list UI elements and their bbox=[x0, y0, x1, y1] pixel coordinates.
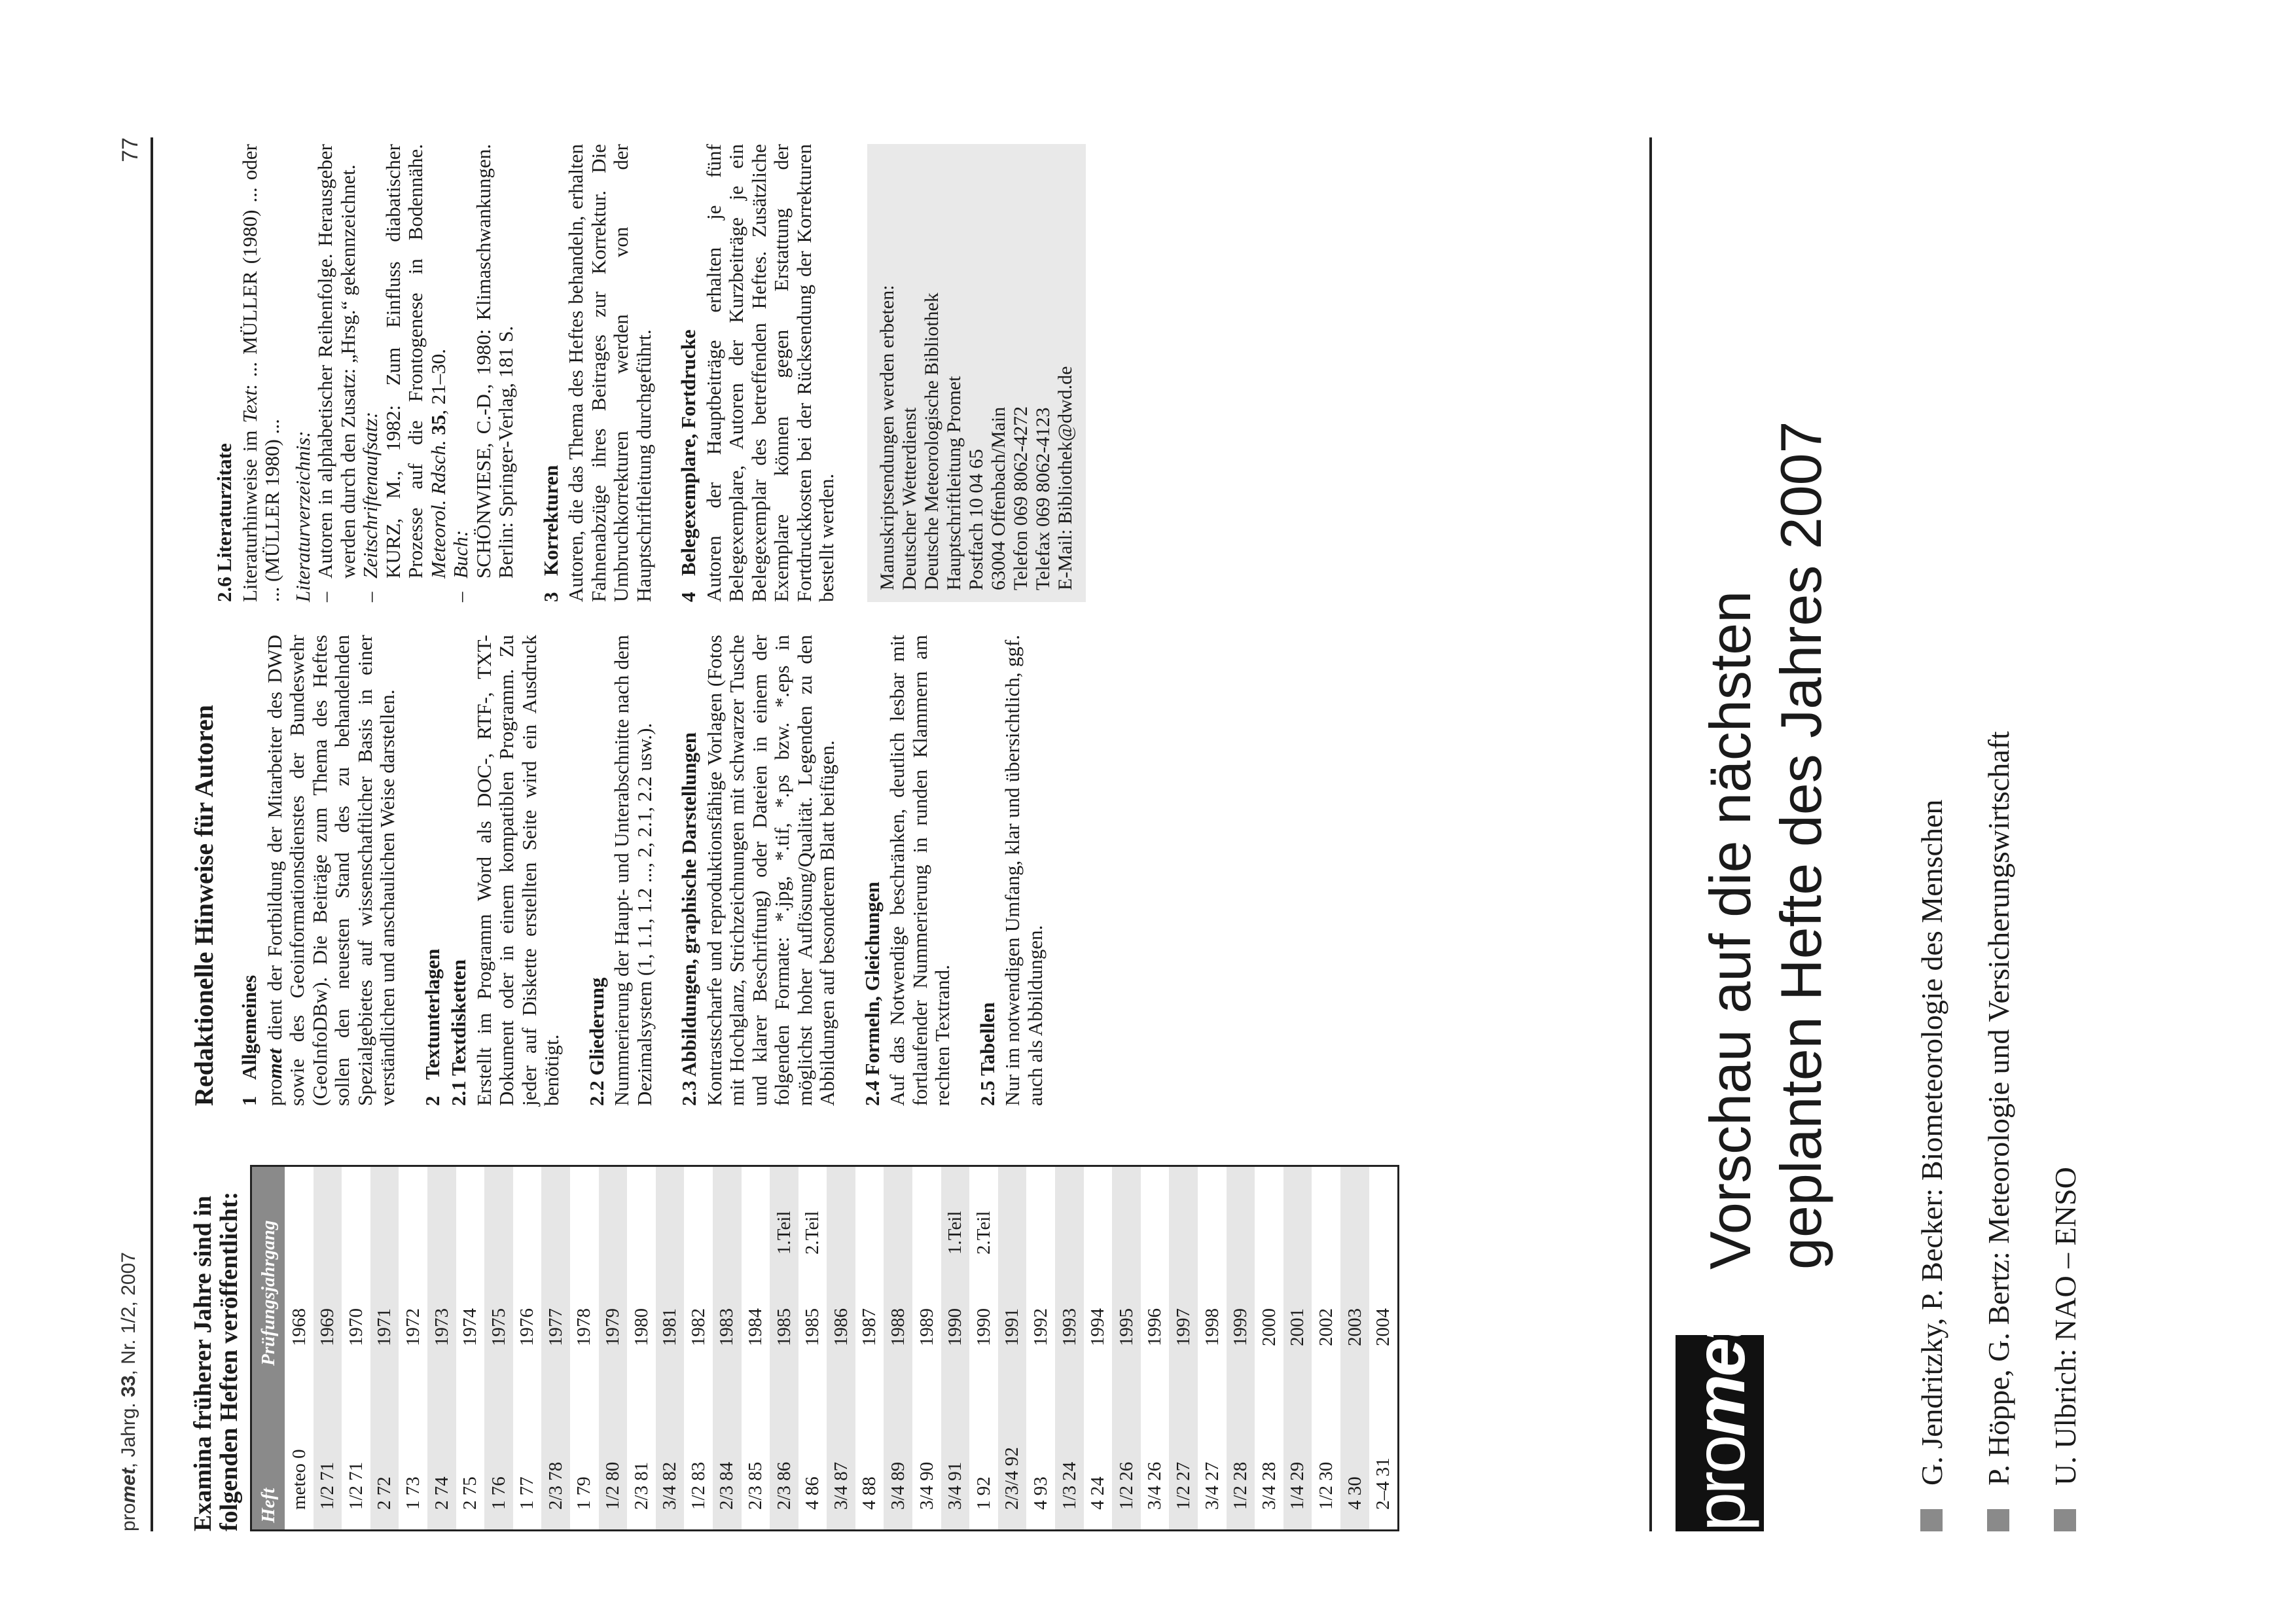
cell-note bbox=[1084, 1166, 1113, 1262]
cell-heft: 1/2 71 bbox=[314, 1372, 342, 1531]
contact-email: E-Mail: Bibliothek@dwd.de bbox=[1054, 366, 1076, 590]
archive-title-line: folgenden Heften veröffentlicht: bbox=[215, 1191, 243, 1531]
cell-note: 1.Teil bbox=[941, 1166, 970, 1262]
cell-year: 1990 bbox=[941, 1261, 970, 1372]
cell-note bbox=[427, 1166, 456, 1262]
table-row bbox=[884, 1166, 912, 1531]
section-title: Belegexemplare, Fortdrucke bbox=[677, 329, 700, 576]
article-column-continued bbox=[190, 144, 1086, 602]
table-row bbox=[627, 1166, 656, 1531]
cell-heft: 1/3 24 bbox=[1055, 1372, 1084, 1531]
journal-name-pro: pro bbox=[118, 1503, 139, 1531]
list-item bbox=[359, 144, 450, 602]
table-row bbox=[1084, 1166, 1113, 1531]
preview-item bbox=[1965, 92, 2032, 1531]
cell-heft: 1 77 bbox=[516, 1476, 538, 1510]
cell-heft: 1/2 27 bbox=[1169, 1372, 1198, 1531]
preview-item bbox=[2032, 92, 2098, 1531]
cell-note: 2.Teil bbox=[973, 1211, 994, 1255]
cell-heft: 4 93 bbox=[1030, 1476, 1051, 1510]
cell-heft: 1 79 bbox=[573, 1476, 595, 1510]
section-number: 2.5 bbox=[975, 1080, 999, 1106]
section-title: Textdisketten bbox=[447, 959, 470, 1077]
cell-note bbox=[456, 1166, 485, 1262]
cell-note bbox=[627, 1166, 656, 1262]
table-row bbox=[1312, 1166, 1340, 1531]
table-row bbox=[1026, 1166, 1055, 1531]
table-row bbox=[684, 1166, 713, 1531]
archive-column bbox=[190, 1165, 1399, 1531]
cell-note bbox=[1340, 1166, 1369, 1262]
preview-title bbox=[1695, 92, 1837, 1270]
issue-text: , Nr. 1/2, 2007 bbox=[118, 1252, 139, 1376]
paragraph bbox=[292, 144, 315, 602]
cell-note: 1.Teil bbox=[770, 1166, 798, 1262]
section-number: 1 bbox=[238, 1096, 260, 1106]
citation-text: KURZ, M., 1982: Zum Einfluss diabatischer Prozesse auf die Frontogenese in Bodennähe. bbox=[381, 144, 427, 579]
paragraph: Nummerierung der Haupt- und Unterabschnitte nach dem Dezimalsystem (1, 1.1, 1.2 ..., 2, 2.1, 2.2 usw.). bbox=[610, 635, 656, 1106]
journal-name-met: met bbox=[118, 1468, 139, 1503]
top-rule bbox=[151, 137, 153, 1531]
subsection-heading bbox=[448, 635, 471, 1106]
section-title: Allgemeines bbox=[238, 974, 260, 1080]
logo-text-italic: met bbox=[1680, 1319, 1759, 1437]
cell-year: 1983 bbox=[713, 1261, 742, 1372]
cell-note bbox=[912, 1166, 941, 1262]
cell-year: 1970 bbox=[345, 1308, 367, 1346]
cell-year: 2003 bbox=[1340, 1261, 1369, 1372]
table-row bbox=[998, 1166, 1027, 1531]
logo-text: pro bbox=[1680, 1436, 1759, 1531]
cell-year: 1991 bbox=[998, 1261, 1027, 1372]
section-number: 2 bbox=[420, 1096, 444, 1106]
section-heading bbox=[677, 144, 700, 602]
cell-year: 1979 bbox=[599, 1261, 628, 1372]
table-row bbox=[1227, 1166, 1255, 1531]
cell-year: 2002 bbox=[1315, 1308, 1336, 1346]
cell-note bbox=[513, 1166, 542, 1262]
cell-heft: 2 72 bbox=[370, 1372, 399, 1531]
table-row bbox=[713, 1166, 742, 1531]
volume-number: 33 bbox=[118, 1375, 139, 1397]
paragraph: Auf das Notwendige beschränken, deutlich lesbar mit fortlaufender Nummerierung in runden Klammern am rechten Textrand. bbox=[886, 635, 954, 1106]
brand-text-italic: met bbox=[262, 1048, 286, 1079]
cell-note bbox=[656, 1166, 685, 1262]
paragraph bbox=[264, 635, 399, 1106]
cell-heft: 1/2 71 bbox=[345, 1461, 367, 1510]
cell-heft: 2/3 86 bbox=[770, 1372, 798, 1531]
archive-title-line: Examina früherer Jahre sind in bbox=[189, 1195, 217, 1531]
cell-heft: 1 76 bbox=[484, 1372, 513, 1531]
cell-note bbox=[713, 1166, 742, 1262]
contact-line: Manuskriptsendungen werden erbeten: bbox=[876, 285, 898, 590]
section-number: 3 bbox=[539, 592, 562, 602]
cell-year: 1986 bbox=[827, 1261, 855, 1372]
bullet-square-icon bbox=[1987, 1509, 2009, 1531]
cell-heft: 3/4 87 bbox=[827, 1372, 855, 1531]
table-row bbox=[1141, 1166, 1170, 1531]
cell-heft: 3/4 91 bbox=[941, 1372, 970, 1531]
contact-line: Deutsche Meteorologische Bibliothek bbox=[920, 293, 942, 590]
contact-line: 63004 Offenbach/Main bbox=[987, 406, 1009, 590]
cell-year: 1971 bbox=[370, 1261, 399, 1372]
table-row bbox=[742, 1166, 770, 1531]
paragraph: Autoren der Hauptbeiträge erhalten je fünf Belegexemplare, Autoren der Kurzbeiträge je ein Belegexemplar des betreffenden Heftes. Zusätzliche Exemplare können gegen Erstattung der Fortdruckkosten bei der Rücksendung der Korrekturen bestellt werden. bbox=[702, 144, 838, 602]
section-title: Gliederung bbox=[584, 977, 608, 1076]
citation-text: SCHÖNWIESE, C.-D., 1980: Klimaschwankungen. Berlin: Springer-Verlag, 181 S. bbox=[471, 144, 517, 579]
cell-note bbox=[1255, 1166, 1283, 1262]
preview-title-line: Vorschau auf die nächsten bbox=[1698, 590, 1763, 1270]
cell-year: 1998 bbox=[1201, 1308, 1223, 1346]
cell-year: 1968 bbox=[288, 1308, 310, 1346]
cell-note bbox=[1055, 1166, 1084, 1262]
cell-year: 1997 bbox=[1169, 1261, 1198, 1372]
cell-year: 1980 bbox=[630, 1308, 652, 1346]
table-row bbox=[1112, 1166, 1141, 1531]
cell-heft: 1/2 83 bbox=[687, 1461, 709, 1510]
table-row bbox=[827, 1166, 855, 1531]
cell-heft: 2/3 85 bbox=[745, 1461, 766, 1510]
subsection-heading bbox=[977, 635, 999, 1106]
table-row bbox=[1283, 1166, 1312, 1531]
preview-item-text: U. Ulbrich: NAO – ENSO bbox=[2048, 1167, 2082, 1486]
cell-heft: 4 24 bbox=[1087, 1476, 1109, 1510]
italic-label: Buch: bbox=[449, 529, 472, 579]
list-item-text bbox=[450, 144, 518, 579]
cell-heft: 2/3 78 bbox=[541, 1372, 570, 1531]
cell-year: 1974 bbox=[459, 1308, 481, 1346]
list-item bbox=[314, 144, 359, 602]
subsection-heading bbox=[213, 144, 236, 602]
preview-item-text: G. Jendritzky, P. Becker: Biometeorologie des Menschen bbox=[1914, 799, 1948, 1486]
cell-heft: 3/4 27 bbox=[1201, 1461, 1223, 1510]
italic-label: Literaturverzeichnis: bbox=[291, 431, 314, 602]
section-title: Abbildungen, graphische Darstellungen bbox=[677, 732, 700, 1077]
cell-heft: 3/4 89 bbox=[884, 1372, 912, 1531]
cell-heft: 1 92 bbox=[973, 1476, 994, 1510]
cell-heft: 1/2 30 bbox=[1315, 1461, 1336, 1510]
cell-year: 1977 bbox=[541, 1261, 570, 1372]
cell-heft: 3/4 26 bbox=[1144, 1461, 1166, 1510]
citation-text: , Jahrg. bbox=[118, 1397, 139, 1469]
journal-title: Meteorol. Rdsch. bbox=[426, 440, 450, 579]
cell-heft: 4 86 bbox=[802, 1476, 823, 1510]
cell-year: 1987 bbox=[859, 1308, 880, 1346]
section-number: 2.1 bbox=[447, 1080, 470, 1106]
paragraph-text: : ... MÜLLER (1980) ... oder ... (MÜLLER 1980) ... bbox=[238, 144, 283, 602]
cell-heft: 1/2 26 bbox=[1112, 1372, 1141, 1531]
running-header bbox=[118, 1252, 140, 1531]
italic-text: Text bbox=[238, 389, 261, 423]
section-number: 4 bbox=[677, 592, 700, 602]
table-row bbox=[941, 1166, 970, 1531]
paragraph: Autoren, die das Thema des Heftes behandeln, erhalten Fahnenabzüge ihres Beitrages zur Korrektur. Die Umbruchkorrekturen werden von der Hauptschriftleitung durchgeführt. bbox=[564, 144, 655, 602]
section-heading bbox=[238, 635, 261, 1106]
section-title: Tabellen bbox=[975, 1002, 999, 1077]
preview-list bbox=[1898, 92, 2098, 1531]
cell-year: 1984 bbox=[745, 1308, 766, 1346]
cell-note bbox=[599, 1166, 628, 1262]
table-row bbox=[1340, 1166, 1369, 1531]
list-dash: – bbox=[359, 592, 382, 602]
cell-heft: 3/4 82 bbox=[656, 1372, 685, 1531]
cell-year: 2000 bbox=[1258, 1308, 1280, 1346]
cell-year: 1994 bbox=[1087, 1308, 1109, 1346]
preview-item bbox=[1898, 92, 1965, 1531]
cell-note bbox=[1141, 1166, 1170, 1262]
table-row bbox=[912, 1166, 941, 1531]
table-row bbox=[1255, 1166, 1283, 1531]
article-column bbox=[190, 635, 1047, 1106]
cell-year: 1996 bbox=[1144, 1308, 1166, 1346]
contact-line: Telefax 069 8062-4123 bbox=[1031, 407, 1054, 590]
paragraph-text: Literaturhinweise im bbox=[238, 423, 261, 602]
cell-heft: 1 73 bbox=[402, 1476, 423, 1510]
cell-year: 1976 bbox=[516, 1308, 538, 1346]
cell-year: 1972 bbox=[402, 1308, 423, 1346]
cell-note bbox=[570, 1166, 599, 1262]
cell-heft: 1/4 29 bbox=[1283, 1372, 1312, 1531]
subsection-heading bbox=[678, 635, 701, 1106]
cell-note bbox=[684, 1166, 713, 1262]
cell-year: 1975 bbox=[484, 1261, 513, 1372]
subsection-heading bbox=[861, 635, 884, 1106]
paragraph-text: dient der Fortbildung der Mitarbeiter des DWD sowie des Geoinformationsdienstes der Bundeswehr (GeoInfoDBw). Die Beiträge zum Thema des Heftes sollen den neuesten Stand des zu behandelnden Spezialgebietes auf wissenschaftlicher Basis in einer verständlichen und anschaulichen Weise darstellen. bbox=[262, 635, 399, 1106]
list-dash: – bbox=[449, 592, 472, 602]
cell-heft: 2 74 bbox=[427, 1372, 456, 1531]
col-year: Prüfungsjahrgang bbox=[251, 1166, 285, 1373]
cell-heft: 2/3 81 bbox=[630, 1461, 652, 1510]
cell-note bbox=[1312, 1166, 1340, 1262]
table-row bbox=[1169, 1166, 1198, 1531]
section-heading bbox=[540, 144, 563, 602]
cell-year: 1981 bbox=[656, 1261, 685, 1372]
volume-number: 35 bbox=[426, 414, 450, 440]
contact-line: Postfach 10 04 65 bbox=[965, 449, 987, 590]
cell-note: 2.Teil bbox=[802, 1211, 823, 1255]
archive-table bbox=[250, 1165, 1399, 1531]
preview-item-text: P. Höppe, G. Bertz: Meteorologie und Versicherungswirtschaft bbox=[1981, 731, 2015, 1486]
table-row bbox=[599, 1166, 628, 1531]
cell-heft: meteo 0 bbox=[288, 1449, 310, 1510]
cell-note bbox=[370, 1166, 399, 1262]
section-number: 2.2 bbox=[584, 1080, 608, 1106]
paragraph: Kontrastscharfe und reproduktionsfähige Vorlagen (Fotos mit Hochglanz, Strichzeichnungen mit schwarzer Tusche und klarer Beschriftung) oder Dateien in einem der folgenden Formate: *.jpg, *.tif, *.ps bzw. *.eps in möglichst hoher Auflösung/Qualität. Legenden zu den Abbildungen auf besonderem Blatt beifügen. bbox=[702, 635, 838, 1106]
cell-heft: 1/2 80 bbox=[599, 1372, 628, 1531]
table-row bbox=[427, 1166, 456, 1531]
cell-heft: 4 30 bbox=[1340, 1372, 1369, 1531]
cell-note bbox=[1283, 1166, 1312, 1262]
cell-year: 1988 bbox=[884, 1261, 912, 1372]
cell-note bbox=[484, 1166, 513, 1262]
list-item-text: Autoren in alphabetischer Reihenfolge. Herausgeber werden durch den Zusatz: „Hrsg.“ gekennzeichnet. bbox=[314, 144, 359, 579]
table-row bbox=[399, 1166, 427, 1531]
table-row bbox=[1369, 1166, 1399, 1531]
col-heft: Heft bbox=[251, 1372, 285, 1531]
bullet-square-icon bbox=[2054, 1509, 2076, 1531]
paragraph bbox=[239, 144, 284, 602]
table-row bbox=[656, 1166, 685, 1531]
bullet-square-icon bbox=[1920, 1509, 1943, 1531]
contact-line: Hauptschriftleitung Promet bbox=[942, 376, 965, 590]
section-number: 2.3 bbox=[677, 1080, 700, 1106]
table-row bbox=[285, 1166, 314, 1531]
italic-label: Zeitschriftenaufsatz: bbox=[359, 412, 382, 579]
page-number: 77 bbox=[118, 137, 143, 162]
table-row bbox=[570, 1166, 599, 1531]
cell-note bbox=[285, 1166, 314, 1262]
cell-heft: 1/2 28 bbox=[1227, 1372, 1255, 1531]
cell-note bbox=[342, 1166, 370, 1262]
cell-note bbox=[1112, 1166, 1141, 1262]
table-row bbox=[1055, 1166, 1084, 1531]
cell-year: 1978 bbox=[573, 1308, 595, 1346]
section-title: Textunterlagen bbox=[420, 948, 444, 1080]
paragraph: Nur im notwendigen Umfang, klar und übersichtlich, ggf. auch als Abbildungen. bbox=[1001, 635, 1047, 1106]
cell-year: 1969 bbox=[314, 1261, 342, 1372]
table-row bbox=[342, 1166, 370, 1531]
archive-title bbox=[190, 1165, 242, 1531]
contact-line: Deutscher Wetterdienst bbox=[898, 407, 920, 590]
table-row bbox=[855, 1166, 884, 1531]
section-number: 2.4 bbox=[860, 1080, 884, 1106]
table-row bbox=[770, 1166, 798, 1531]
cell-heft: 2–4 31 bbox=[1372, 1457, 1394, 1510]
cell-note bbox=[541, 1166, 570, 1262]
table-row bbox=[513, 1166, 542, 1531]
contact-box bbox=[867, 144, 1086, 602]
archive-header-row bbox=[251, 1166, 285, 1531]
cell-note bbox=[1227, 1166, 1255, 1262]
cell-note bbox=[1026, 1166, 1055, 1262]
table-row bbox=[1198, 1166, 1227, 1531]
section-divider bbox=[1649, 137, 1652, 1531]
table-row bbox=[969, 1166, 998, 1531]
subsection-heading bbox=[586, 635, 609, 1106]
archive-body bbox=[285, 1166, 1399, 1531]
cell-note bbox=[827, 1166, 855, 1262]
cell-heft: 4 88 bbox=[859, 1476, 880, 1510]
cell-year: 1999 bbox=[1227, 1261, 1255, 1372]
cell-note bbox=[855, 1166, 884, 1262]
cell-year: 2001 bbox=[1283, 1261, 1312, 1372]
cell-note bbox=[998, 1166, 1027, 1262]
cell-year: 1985 bbox=[770, 1261, 798, 1372]
cell-heft: 2/3 84 bbox=[713, 1372, 742, 1531]
cell-year: 1989 bbox=[916, 1308, 937, 1346]
promet-logo bbox=[1676, 1319, 1764, 1531]
table-row bbox=[484, 1166, 513, 1531]
cell-note bbox=[1369, 1166, 1399, 1262]
cell-year: 1993 bbox=[1055, 1261, 1084, 1372]
cell-year: 1973 bbox=[427, 1261, 456, 1372]
cell-year: 1990 bbox=[973, 1308, 994, 1346]
table-row bbox=[798, 1166, 827, 1531]
cell-heft: 2/3/4 92 bbox=[998, 1372, 1027, 1531]
cell-heft: 3/4 90 bbox=[916, 1461, 937, 1510]
cell-note bbox=[314, 1166, 342, 1262]
cell-note bbox=[1198, 1166, 1227, 1262]
brand-text: pro bbox=[262, 1079, 286, 1106]
section-heading bbox=[422, 635, 444, 1106]
list-dash: – bbox=[314, 592, 336, 602]
section-number: 2.6 bbox=[213, 577, 236, 602]
cell-note bbox=[1169, 1166, 1198, 1262]
citation-text: , 21–30. bbox=[426, 349, 450, 415]
section-title: Literaturzitate bbox=[213, 443, 236, 572]
table-row bbox=[314, 1166, 342, 1531]
cell-year: 1985 bbox=[802, 1308, 823, 1346]
paragraph: Erstellt im Programm Word als DOC-, RTF-, TXT-Dokument oder in einem kompatiblen Programm. Zu jeder auf Diskette erstellten Seite wird ein Ausdruck benötigt. bbox=[472, 635, 563, 1106]
table-row bbox=[456, 1166, 485, 1531]
cell-year: 1995 bbox=[1112, 1261, 1141, 1372]
cell-heft: 3/4 28 bbox=[1258, 1461, 1280, 1510]
article-title: Redaktionelle Hinweise für Autoren bbox=[189, 705, 219, 1106]
table-row bbox=[370, 1166, 399, 1531]
list-item-text bbox=[359, 144, 450, 579]
section-title: Korrekturen bbox=[539, 465, 562, 576]
cell-note bbox=[742, 1166, 770, 1262]
preview-title-line: geplanten Hefte des Jahres 2007 bbox=[1768, 421, 1833, 1270]
list-item bbox=[450, 144, 518, 602]
cell-heft: 2 75 bbox=[459, 1476, 481, 1510]
contact-line: Telefon 069 8062-4272 bbox=[1009, 406, 1031, 590]
cell-year: 1982 bbox=[687, 1308, 709, 1346]
cell-note bbox=[399, 1166, 427, 1262]
section-title: Formeln, Gleichungen bbox=[860, 882, 884, 1076]
cell-year: 2004 bbox=[1372, 1308, 1394, 1346]
cell-year: 1992 bbox=[1030, 1308, 1051, 1346]
table-row bbox=[541, 1166, 570, 1531]
cell-note bbox=[884, 1166, 912, 1262]
